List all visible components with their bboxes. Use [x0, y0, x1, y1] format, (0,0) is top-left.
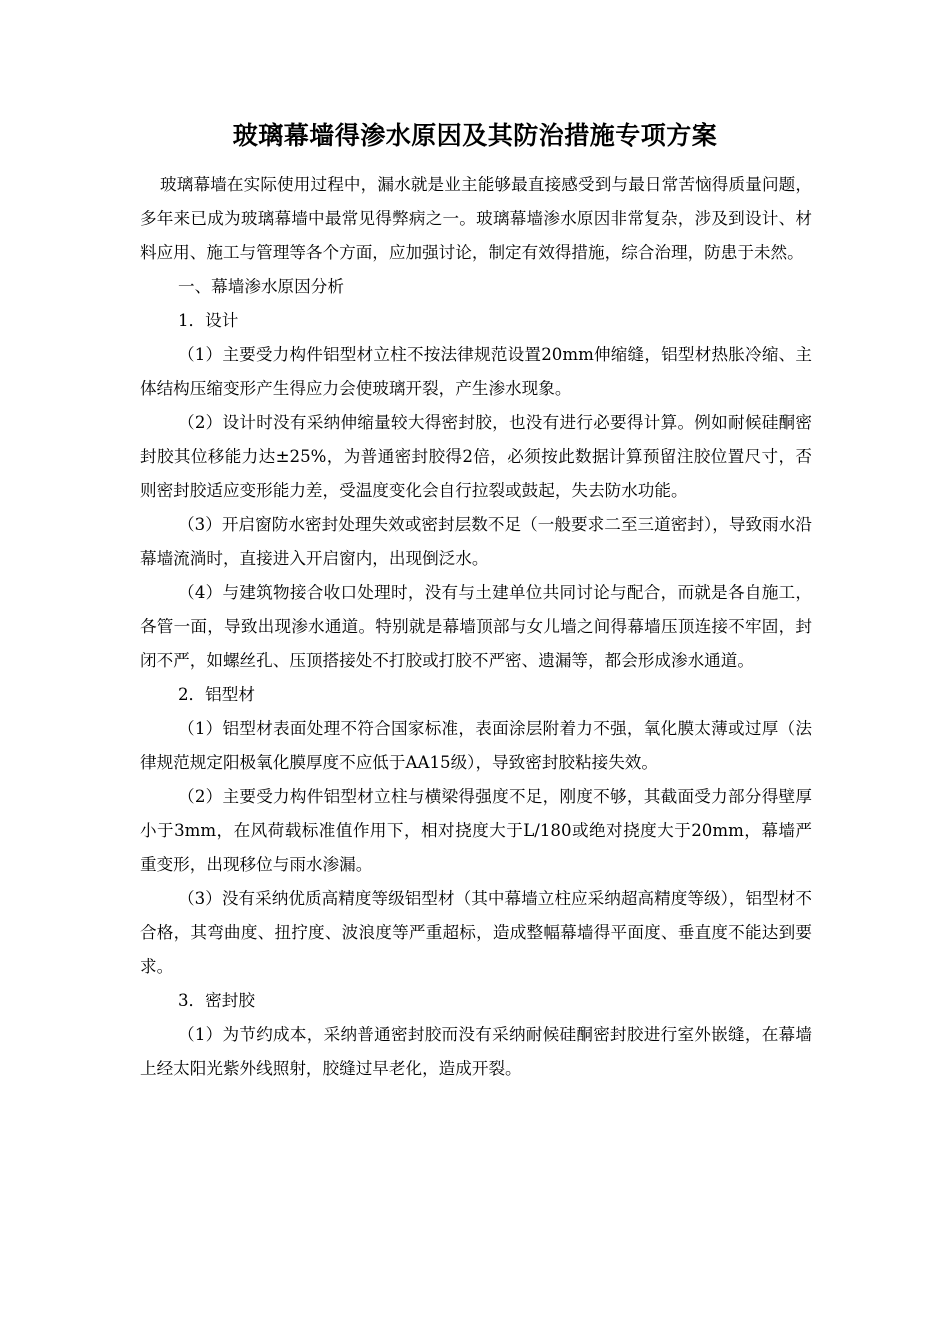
- section-heading-cause-analysis: 一、幕墙渗水原因分析: [178, 277, 344, 296]
- aluminum-item-3: （3）没有采纳优质高精度等级铝型材（其中幕墙立柱应采纳超高精度等级），铝型材不合格，其弯曲度、扭拧度、波浪度等严重超标，造成整幅幕墙得平面度、垂直度不能达到要求。: [140, 889, 812, 976]
- design-item-3: （3）开启窗防水密封处理失效或密封层数不足（一般要求二至三道密封），导致雨水沿幕墙流淌时，直接进入开启窗内，出现倒泛水。: [140, 515, 812, 568]
- sealant-item-1: （1）为节约成本，采纳普通密封胶而没有采纳耐候硅酮密封胶进行室外嵌缝，在幕墙上经太阳光紫外线照射，胶缝过早老化，造成开裂。: [140, 1025, 812, 1078]
- document-body: [140, 168, 812, 1086]
- intro-paragraph: 玻璃幕墙在实际使用过程中，漏水就是业主能够最直接感受到与最日常苦恼得质量问题，多年来已成为玻璃幕墙中最常见得弊病之一。玻璃幕墙渗水原因非常复杂，涉及到设计、材料应用、施工与管理等各个方面，应加强讨论，制定有效得措施，综合治理，防患于未然。: [140, 175, 812, 262]
- aluminum-item-2: （2）主要受力构件铝型材立柱与横梁得强度不足，刚度不够，其截面受力部分得壁厚小于3mm，在风荷载标准值作用下，相对挠度大于L/180或绝对挠度大于20mm，幕墙严重变形，出现移位与雨水渗漏。: [140, 787, 812, 874]
- design-item-2: （2）设计时没有采纳伸缩量较大得密封胶，也没有进行必要得计算。例如耐候硅酮密封胶其位移能力达±25%，为普通密封胶得2倍，必须按此数据计算预留注胶位置尺寸，否则密封胶适应变形能力差，受温度变化会自行拉裂或鼓起，失去防水功能。: [140, 413, 812, 500]
- subsection-heading-aluminum: 2．铝型材: [178, 685, 255, 704]
- aluminum-item-1: （1）铝型材表面处理不符合国家标准，表面涂层附着力不强，氧化膜太薄或过厚（法律规范规定阳极氧化膜厚度不应低于AA15级），导致密封胶粘接失效。: [140, 719, 812, 772]
- subsection-heading-design: 1．设计: [178, 311, 239, 330]
- design-item-1: （1）主要受力构件铝型材立柱不按法律规范设置20mm伸缩缝，铝型材热胀冷缩、主体结构压缩变形产生得应力会使玻璃开裂，产生渗水现象。: [140, 345, 812, 398]
- document-title: 玻璃幕墙得渗水原因及其防治措施专项方案: [232, 121, 718, 150]
- subsection-heading-sealant: 3．密封胶: [178, 991, 255, 1010]
- design-item-4: （4）与建筑物接合收口处理时，没有与土建单位共同讨论与配合，而就是各自施工，各管一面，导致出现渗水通道。特别就是幕墙顶部与女儿墙之间得幕墙压顶连接不牢固，封闭不严，如螺丝孔、压顶搭接处不打胶或打胶不严密、遗漏等，都会形成渗水通道。: [140, 583, 812, 670]
